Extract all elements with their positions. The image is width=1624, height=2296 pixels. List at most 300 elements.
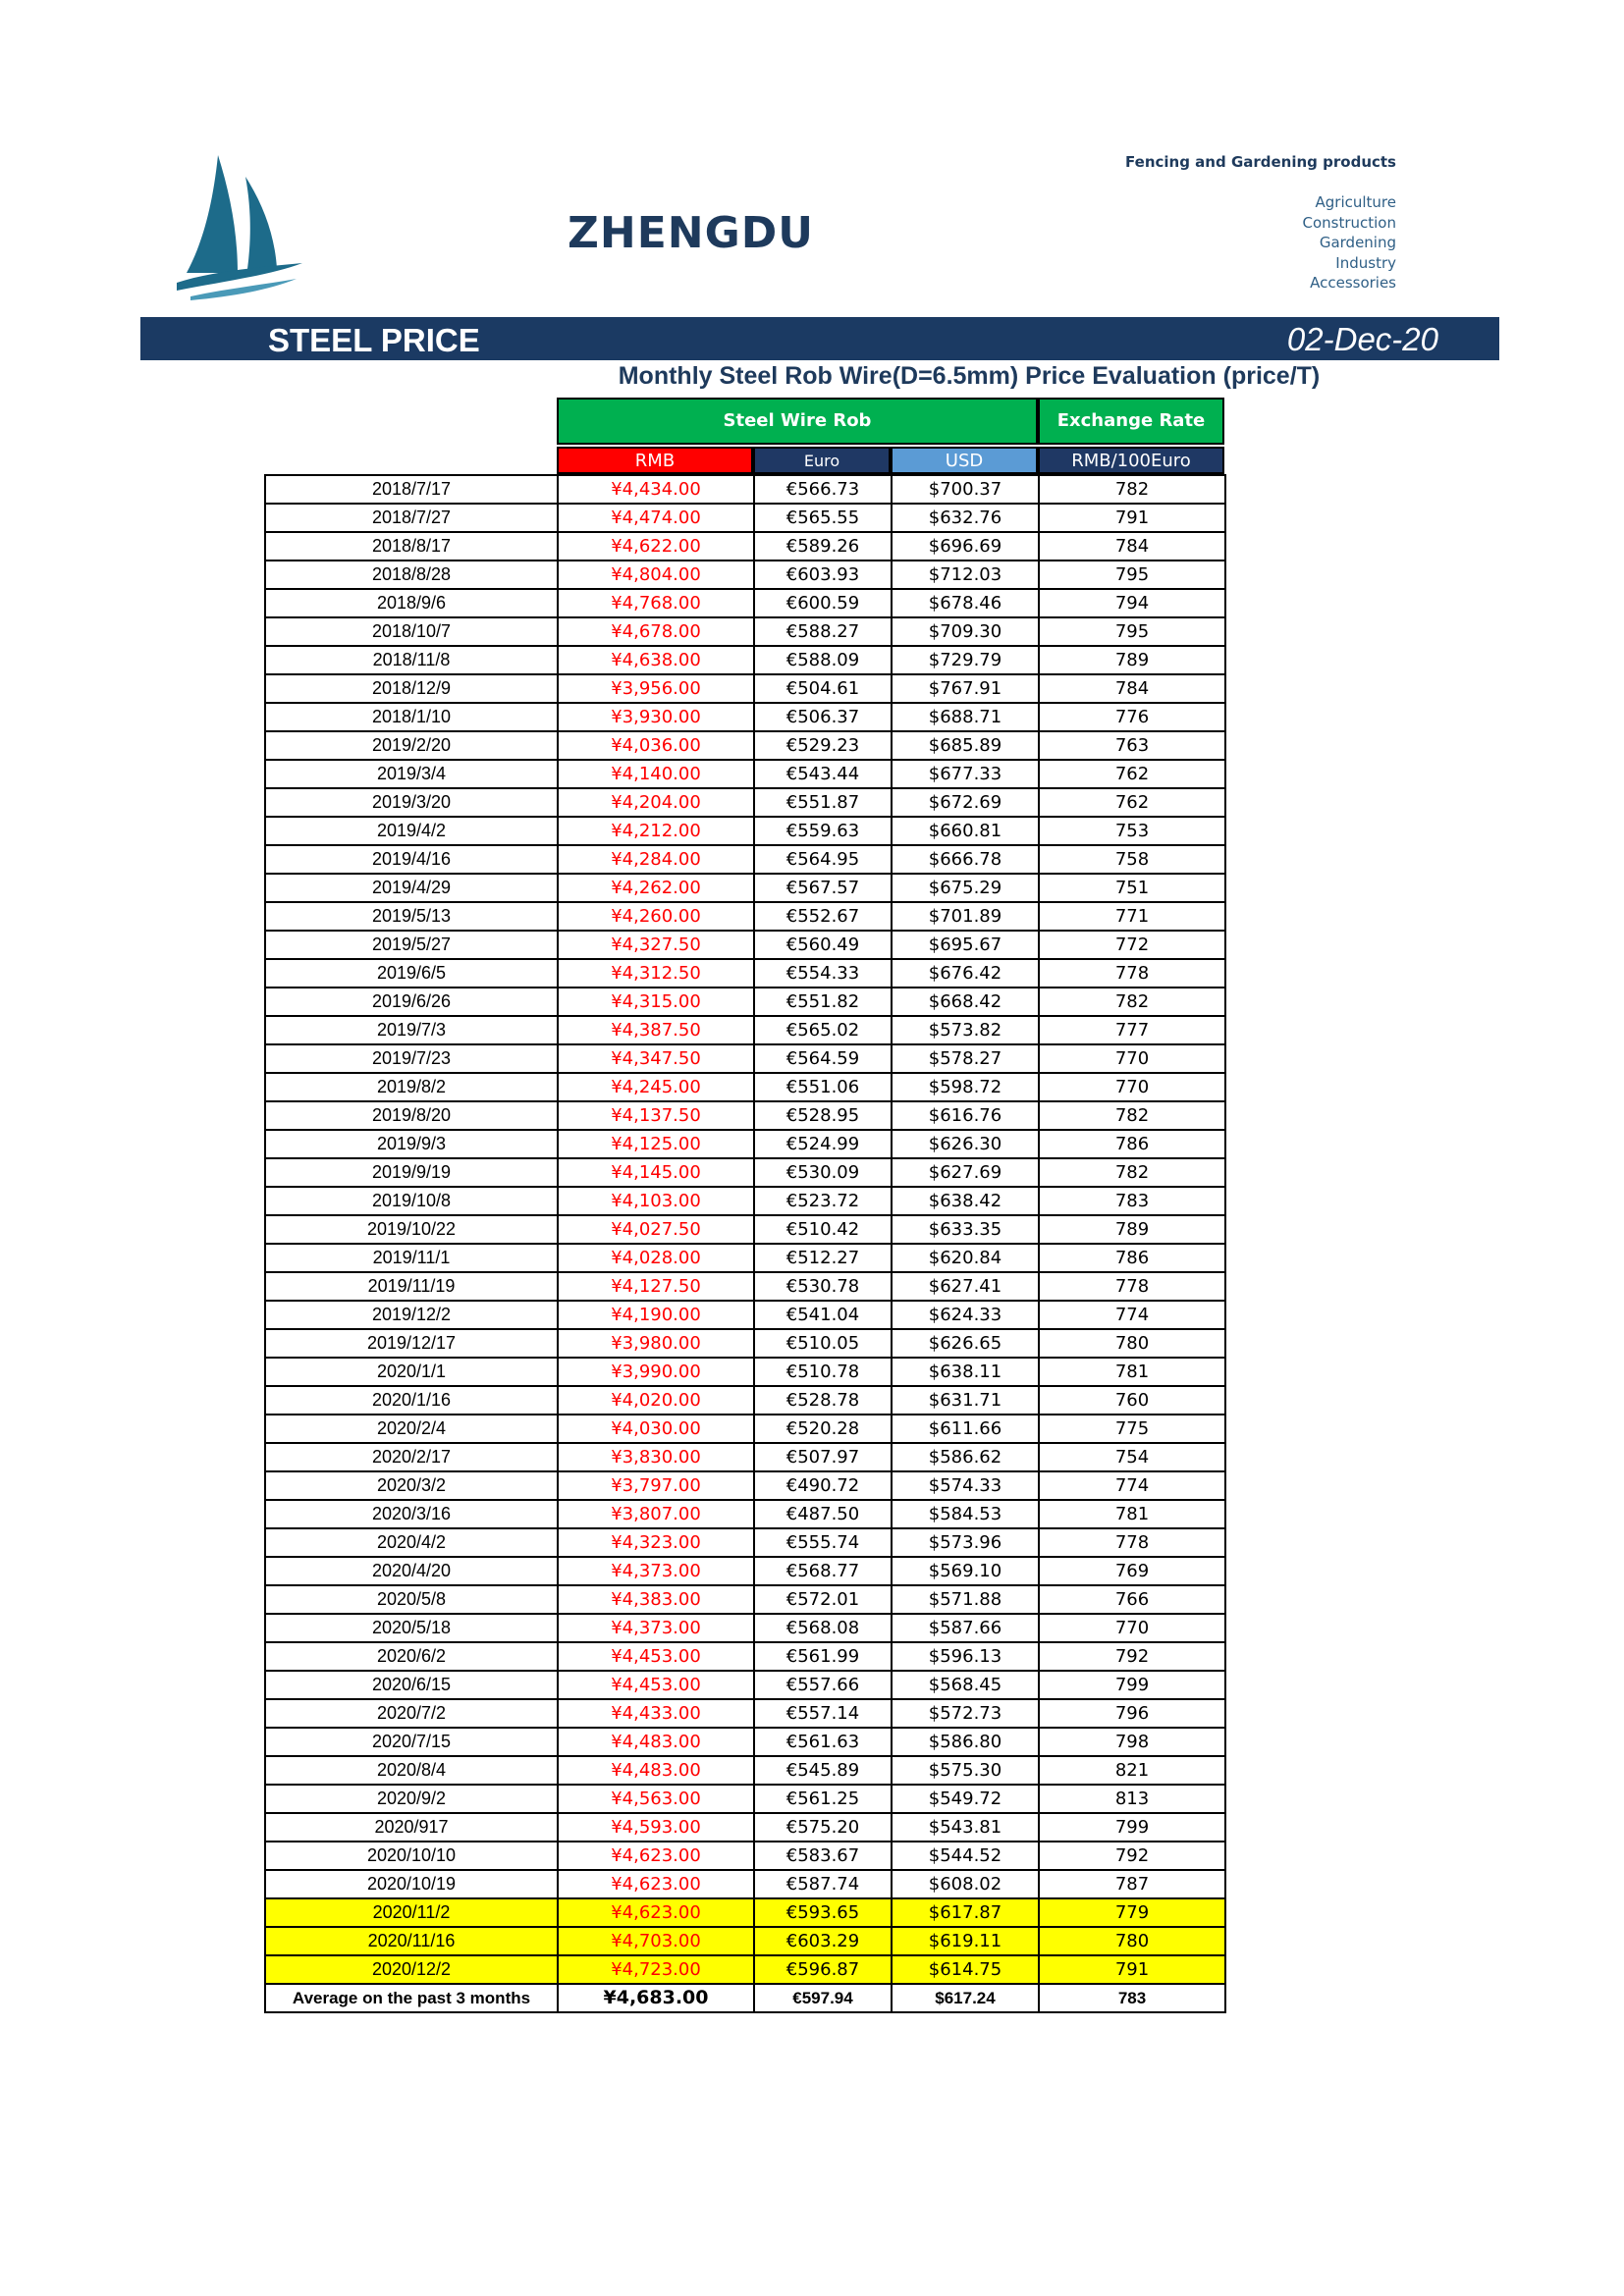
rate-cell: 789 <box>1039 646 1225 674</box>
euro-cell: €568.77 <box>754 1557 892 1585</box>
banner-date: 02-Dec-20 <box>1286 321 1438 357</box>
usd-cell: $696.69 <box>892 532 1039 561</box>
usd-cell: $675.29 <box>892 874 1039 902</box>
euro-cell: €572.01 <box>754 1585 892 1614</box>
usd-cell: $767.91 <box>892 674 1039 703</box>
rmb-cell: ¥4,373.00 <box>558 1557 754 1585</box>
date-cell: 2020/917 <box>265 1813 558 1842</box>
usd-cell: $626.65 <box>892 1329 1039 1358</box>
usd-cell: $572.73 <box>892 1699 1039 1728</box>
rmb-cell: ¥4,127.50 <box>558 1272 754 1301</box>
date-cell: 2019/11/19 <box>265 1272 558 1301</box>
rmb-cell: ¥4,204.00 <box>558 788 754 817</box>
usd-cell: $666.78 <box>892 845 1039 874</box>
rmb-cell: ¥4,768.00 <box>558 589 754 617</box>
rmb-cell: ¥4,563.00 <box>558 1785 754 1813</box>
table-row <box>265 561 1225 589</box>
usd-cell: $573.82 <box>892 1016 1039 1044</box>
rate-cell: 760 <box>1039 1386 1225 1415</box>
table-row <box>265 1614 1225 1642</box>
euro-cell: €528.78 <box>754 1386 892 1415</box>
euro-cell: €510.05 <box>754 1329 892 1358</box>
rate-cell: 776 <box>1039 703 1225 731</box>
rmb-cell: ¥3,956.00 <box>558 674 754 703</box>
usd-cell: $685.89 <box>892 731 1039 760</box>
date-cell: 2019/4/29 <box>265 874 558 902</box>
table-row <box>265 1016 1225 1044</box>
euro-cell: €530.09 <box>754 1158 892 1187</box>
rate-cell: 787 <box>1039 1870 1225 1898</box>
date-cell: 2020/3/16 <box>265 1500 558 1528</box>
date-cell: 2020/1/1 <box>265 1358 558 1386</box>
table-row <box>265 1101 1225 1130</box>
rmb-cell: ¥4,284.00 <box>558 845 754 874</box>
price-table-body <box>265 475 1225 2012</box>
column-header-euro: Euro <box>753 447 891 474</box>
table-row <box>265 1073 1225 1101</box>
date-cell: 2020/2/17 <box>265 1443 558 1471</box>
column-header-rmb: RMB <box>557 447 753 474</box>
rate-cell: 778 <box>1039 1528 1225 1557</box>
table-row <box>265 1244 1225 1272</box>
usd-cell: $712.03 <box>892 561 1039 589</box>
usd-cell: $678.46 <box>892 589 1039 617</box>
date-cell: 2020/5/8 <box>265 1585 558 1614</box>
rmb-cell: ¥4,433.00 <box>558 1699 754 1728</box>
euro-cell: €541.04 <box>754 1301 892 1329</box>
rmb-cell: ¥4,140.00 <box>558 760 754 788</box>
rmb-cell: ¥4,623.00 <box>558 1842 754 1870</box>
rmb-cell: ¥4,638.00 <box>558 646 754 674</box>
category-agriculture: Agriculture <box>1315 193 1396 211</box>
rate-cell: 794 <box>1039 589 1225 617</box>
date-cell: 2020/5/18 <box>265 1614 558 1642</box>
rate-cell: 784 <box>1039 674 1225 703</box>
rmb-cell: ¥4,212.00 <box>558 817 754 845</box>
date-cell: 2018/7/27 <box>265 504 558 532</box>
average-rate-cell: 783 <box>1039 1984 1225 2012</box>
rmb-cell: ¥4,453.00 <box>558 1642 754 1671</box>
rate-cell: 795 <box>1039 617 1225 646</box>
table-row <box>265 1044 1225 1073</box>
rate-cell: 766 <box>1039 1585 1225 1614</box>
average-usd-cell: $617.24 <box>892 1984 1039 2012</box>
rate-cell: 795 <box>1039 561 1225 589</box>
table-row <box>265 589 1225 617</box>
rmb-cell: ¥4,027.50 <box>558 1215 754 1244</box>
rmb-cell: ¥4,137.50 <box>558 1101 754 1130</box>
price-table <box>264 474 1226 2013</box>
rmb-cell: ¥4,245.00 <box>558 1073 754 1101</box>
usd-cell: $688.71 <box>892 703 1039 731</box>
usd-cell: $627.69 <box>892 1158 1039 1187</box>
rmb-cell: ¥3,930.00 <box>558 703 754 731</box>
rate-cell: 754 <box>1039 1443 1225 1471</box>
rmb-cell: ¥4,347.50 <box>558 1044 754 1073</box>
column-header-usd: USD <box>891 447 1038 474</box>
euro-cell: €520.28 <box>754 1415 892 1443</box>
euro-cell: €561.99 <box>754 1642 892 1671</box>
table-row <box>265 1728 1225 1756</box>
date-cell: 2019/12/17 <box>265 1329 558 1358</box>
euro-cell: €561.25 <box>754 1785 892 1813</box>
rmb-cell: ¥4,030.00 <box>558 1415 754 1443</box>
rate-cell: 796 <box>1039 1699 1225 1728</box>
rmb-cell: ¥4,623.00 <box>558 1898 754 1927</box>
table-row <box>265 874 1225 902</box>
usd-cell: $627.41 <box>892 1272 1039 1301</box>
table-row <box>265 1358 1225 1386</box>
euro-cell: €566.73 <box>754 475 892 504</box>
date-cell: 2019/11/1 <box>265 1244 558 1272</box>
table-row <box>265 1699 1225 1728</box>
rmb-cell: ¥4,327.50 <box>558 931 754 959</box>
usd-cell: $573.96 <box>892 1528 1039 1557</box>
usd-cell: $695.67 <box>892 931 1039 959</box>
euro-cell: €587.74 <box>754 1870 892 1898</box>
table-row <box>265 1813 1225 1842</box>
category-gardening: Gardening <box>1319 234 1396 251</box>
rate-cell: 789 <box>1039 1215 1225 1244</box>
rate-cell: 774 <box>1039 1471 1225 1500</box>
category-list <box>1302 192 1396 294</box>
rate-cell: 778 <box>1039 1272 1225 1301</box>
table-row <box>265 988 1225 1016</box>
rate-cell: 770 <box>1039 1044 1225 1073</box>
usd-cell: $672.69 <box>892 788 1039 817</box>
date-cell: 2018/8/17 <box>265 532 558 561</box>
usd-cell: $544.52 <box>892 1842 1039 1870</box>
rate-cell: 792 <box>1039 1642 1225 1671</box>
rmb-cell: ¥4,312.50 <box>558 959 754 988</box>
euro-cell: €551.87 <box>754 788 892 817</box>
euro-cell: €523.72 <box>754 1187 892 1215</box>
rate-cell: 781 <box>1039 1358 1225 1386</box>
rmb-cell: ¥4,483.00 <box>558 1728 754 1756</box>
usd-cell: $611.66 <box>892 1415 1039 1443</box>
rate-cell: 753 <box>1039 817 1225 845</box>
rate-cell: 786 <box>1039 1130 1225 1158</box>
euro-cell: €543.44 <box>754 760 892 788</box>
usd-cell: $549.72 <box>892 1785 1039 1813</box>
date-cell: 2018/9/6 <box>265 589 558 617</box>
usd-cell: $638.11 <box>892 1358 1039 1386</box>
euro-cell: €589.26 <box>754 532 892 561</box>
date-cell: 2018/1/10 <box>265 703 558 731</box>
euro-cell: €506.37 <box>754 703 892 731</box>
category-construction: Construction <box>1302 213 1396 232</box>
usd-cell: $624.33 <box>892 1301 1039 1329</box>
table-row <box>265 1870 1225 1898</box>
table-row <box>265 674 1225 703</box>
rmb-cell: ¥4,020.00 <box>558 1386 754 1415</box>
date-cell: 2019/5/27 <box>265 931 558 959</box>
table-row <box>265 646 1225 674</box>
group-header-exchange-rate: Exchange Rate <box>1038 398 1224 445</box>
date-cell: 2020/2/4 <box>265 1415 558 1443</box>
table-row <box>265 1301 1225 1329</box>
rmb-cell: ¥4,723.00 <box>558 1955 754 1984</box>
rmb-cell: ¥4,103.00 <box>558 1187 754 1215</box>
rmb-cell: ¥4,387.50 <box>558 1016 754 1044</box>
euro-cell: €593.65 <box>754 1898 892 1927</box>
table-row <box>265 1158 1225 1187</box>
subtitle-text: Monthly Steel Rob Wire(D=6.5mm) Price Evaluation (price/T) <box>618 362 1321 390</box>
table-row <box>265 1415 1225 1443</box>
date-cell: 2019/2/20 <box>265 731 558 760</box>
usd-cell: $586.80 <box>892 1728 1039 1756</box>
rmb-cell: ¥4,678.00 <box>558 617 754 646</box>
company-tagline: Fencing and Gardening products <box>1125 153 1396 171</box>
date-cell: 2019/9/3 <box>265 1130 558 1158</box>
euro-cell: €561.63 <box>754 1728 892 1756</box>
euro-cell: €512.27 <box>754 1244 892 1272</box>
usd-cell: $619.11 <box>892 1927 1039 1955</box>
date-cell: 2019/6/5 <box>265 959 558 988</box>
rate-cell: 763 <box>1039 731 1225 760</box>
rmb-cell: ¥4,474.00 <box>558 504 754 532</box>
euro-cell: €554.33 <box>754 959 892 988</box>
sailboat-logo-icon <box>173 153 306 300</box>
rate-cell: 778 <box>1039 959 1225 988</box>
euro-cell: €565.55 <box>754 504 892 532</box>
usd-cell: $729.79 <box>892 646 1039 674</box>
rate-cell: 770 <box>1039 1614 1225 1642</box>
usd-cell: $677.33 <box>892 760 1039 788</box>
rate-cell: 792 <box>1039 1842 1225 1870</box>
date-cell: 2019/8/20 <box>265 1101 558 1130</box>
table-row <box>265 617 1225 646</box>
usd-cell: $626.30 <box>892 1130 1039 1158</box>
date-cell: 2019/4/16 <box>265 845 558 874</box>
euro-cell: €588.27 <box>754 617 892 646</box>
table-row <box>265 1329 1225 1358</box>
rate-cell: 762 <box>1039 788 1225 817</box>
date-cell: 2019/4/2 <box>265 817 558 845</box>
rate-cell: 791 <box>1039 504 1225 532</box>
rate-cell: 781 <box>1039 1500 1225 1528</box>
euro-cell: €528.95 <box>754 1101 892 1130</box>
rate-cell: 782 <box>1039 1101 1225 1130</box>
rmb-cell: ¥4,190.00 <box>558 1301 754 1329</box>
usd-cell: $596.13 <box>892 1642 1039 1671</box>
rmb-cell: ¥4,483.00 <box>558 1756 754 1785</box>
usd-cell: $586.62 <box>892 1443 1039 1471</box>
table-row <box>265 1842 1225 1870</box>
average-rmb-cell: ¥4,683.00 <box>558 1984 754 2012</box>
average-row <box>265 1984 1225 2012</box>
date-cell: 2020/6/2 <box>265 1642 558 1671</box>
usd-cell: $633.35 <box>892 1215 1039 1244</box>
euro-cell: €583.67 <box>754 1842 892 1870</box>
rate-cell: 775 <box>1039 1415 1225 1443</box>
column-header-rate: RMB/100Euro <box>1038 447 1224 474</box>
usd-cell: $571.88 <box>892 1585 1039 1614</box>
date-cell: 2020/11/2 <box>265 1898 558 1927</box>
date-cell: 2018/7/17 <box>265 475 558 504</box>
rate-cell: 784 <box>1039 532 1225 561</box>
euro-cell: €588.09 <box>754 646 892 674</box>
title-banner <box>140 317 1499 360</box>
category-accessories: Accessories <box>1310 274 1396 292</box>
group-header-steel-wire-rob: Steel Wire Rob <box>557 398 1038 445</box>
euro-cell: €557.14 <box>754 1699 892 1728</box>
usd-cell: $575.30 <box>892 1756 1039 1785</box>
date-cell: 2019/10/8 <box>265 1187 558 1215</box>
rate-cell: 751 <box>1039 874 1225 902</box>
rmb-cell: ¥4,453.00 <box>558 1671 754 1699</box>
euro-cell: €529.23 <box>754 731 892 760</box>
date-cell: 2020/11/16 <box>265 1927 558 1955</box>
date-cell: 2020/3/2 <box>265 1471 558 1500</box>
date-cell: 2020/6/15 <box>265 1671 558 1699</box>
table-row <box>265 1471 1225 1500</box>
date-cell: 2020/9/2 <box>265 1785 558 1813</box>
usd-cell: $568.45 <box>892 1671 1039 1699</box>
usd-cell: $709.30 <box>892 617 1039 646</box>
rate-cell: 774 <box>1039 1301 1225 1329</box>
euro-cell: €524.99 <box>754 1130 892 1158</box>
rmb-cell: ¥3,980.00 <box>558 1329 754 1358</box>
euro-cell: €575.20 <box>754 1813 892 1842</box>
rate-cell: 772 <box>1039 931 1225 959</box>
rate-cell: 777 <box>1039 1016 1225 1044</box>
date-cell: 2019/7/23 <box>265 1044 558 1073</box>
date-cell: 2019/3/20 <box>265 788 558 817</box>
rate-cell: 813 <box>1039 1785 1225 1813</box>
rate-cell: 791 <box>1039 1955 1225 1984</box>
table-row <box>265 1443 1225 1471</box>
table-row <box>265 1756 1225 1785</box>
euro-cell: €560.49 <box>754 931 892 959</box>
euro-cell: €552.67 <box>754 902 892 931</box>
usd-cell: $668.42 <box>892 988 1039 1016</box>
rate-cell: 799 <box>1039 1671 1225 1699</box>
usd-cell: $574.33 <box>892 1471 1039 1500</box>
table-row <box>265 1528 1225 1557</box>
rate-cell: 770 <box>1039 1073 1225 1101</box>
page-subtitle <box>0 362 1624 391</box>
table-row <box>265 1671 1225 1699</box>
table-row <box>265 788 1225 817</box>
table-row <box>265 1187 1225 1215</box>
rmb-cell: ¥3,830.00 <box>558 1443 754 1471</box>
rate-cell: 780 <box>1039 1329 1225 1358</box>
table-row <box>265 1215 1225 1244</box>
rate-cell: 783 <box>1039 1187 1225 1215</box>
rmb-cell: ¥4,315.00 <box>558 988 754 1016</box>
date-cell: 2020/1/16 <box>265 1386 558 1415</box>
usd-cell: $631.71 <box>892 1386 1039 1415</box>
usd-cell: $620.84 <box>892 1244 1039 1272</box>
euro-cell: €555.74 <box>754 1528 892 1557</box>
date-cell: 2019/6/26 <box>265 988 558 1016</box>
euro-cell: €490.72 <box>754 1471 892 1500</box>
date-cell: 2020/7/15 <box>265 1728 558 1756</box>
rate-cell: 771 <box>1039 902 1225 931</box>
date-cell: 2018/11/8 <box>265 646 558 674</box>
date-cell: 2020/7/2 <box>265 1699 558 1728</box>
table-row <box>265 1500 1225 1528</box>
date-cell: 2019/8/2 <box>265 1073 558 1101</box>
rate-cell: 782 <box>1039 1158 1225 1187</box>
rate-cell: 786 <box>1039 1244 1225 1272</box>
category-industry: Industry <box>1335 253 1396 272</box>
table-row <box>265 1272 1225 1301</box>
euro-cell: €507.97 <box>754 1443 892 1471</box>
euro-cell: €551.82 <box>754 988 892 1016</box>
usd-cell: $700.37 <box>892 475 1039 504</box>
company-name: ZHENGDU <box>568 208 814 258</box>
table-row <box>265 959 1225 988</box>
usd-cell: $616.76 <box>892 1101 1039 1130</box>
usd-cell: $584.53 <box>892 1500 1039 1528</box>
rate-cell: 799 <box>1039 1813 1225 1842</box>
rate-cell: 798 <box>1039 1728 1225 1756</box>
usd-cell: $701.89 <box>892 902 1039 931</box>
rmb-cell: ¥4,703.00 <box>558 1927 754 1955</box>
euro-cell: €545.89 <box>754 1756 892 1785</box>
rmb-cell: ¥4,262.00 <box>558 874 754 902</box>
rmb-cell: ¥4,804.00 <box>558 561 754 589</box>
usd-cell: $638.42 <box>892 1187 1039 1215</box>
rmb-cell: ¥4,125.00 <box>558 1130 754 1158</box>
date-cell: 2020/10/10 <box>265 1842 558 1870</box>
date-cell: 2020/12/2 <box>265 1955 558 1984</box>
rmb-cell: ¥4,434.00 <box>558 475 754 504</box>
usd-cell: $608.02 <box>892 1870 1039 1898</box>
usd-cell: $578.27 <box>892 1044 1039 1073</box>
table-row <box>265 1642 1225 1671</box>
rate-cell: 821 <box>1039 1756 1225 1785</box>
rmb-cell: ¥4,593.00 <box>558 1813 754 1842</box>
euro-cell: €510.78 <box>754 1358 892 1386</box>
rate-cell: 762 <box>1039 760 1225 788</box>
date-cell: 2019/9/19 <box>265 1158 558 1187</box>
euro-cell: €559.63 <box>754 817 892 845</box>
rate-cell: 782 <box>1039 475 1225 504</box>
rmb-cell: ¥4,145.00 <box>558 1158 754 1187</box>
euro-cell: €504.61 <box>754 674 892 703</box>
table-row <box>265 1785 1225 1813</box>
usd-cell: $660.81 <box>892 817 1039 845</box>
table-row <box>265 1386 1225 1415</box>
euro-cell: €603.93 <box>754 561 892 589</box>
euro-cell: €568.08 <box>754 1614 892 1642</box>
euro-cell: €564.59 <box>754 1044 892 1073</box>
banner-title: STEEL PRICE <box>268 322 480 358</box>
euro-cell: €487.50 <box>754 1500 892 1528</box>
date-cell: 2020/10/19 <box>265 1870 558 1898</box>
usd-cell: $632.76 <box>892 504 1039 532</box>
table-row <box>265 817 1225 845</box>
euro-cell: €565.02 <box>754 1016 892 1044</box>
table-row <box>265 760 1225 788</box>
usd-cell: $614.75 <box>892 1955 1039 1984</box>
rmb-cell: ¥4,036.00 <box>558 731 754 760</box>
date-cell: 2018/8/28 <box>265 561 558 589</box>
usd-cell: $569.10 <box>892 1557 1039 1585</box>
average-euro-cell: €597.94 <box>754 1984 892 2012</box>
usd-cell: $676.42 <box>892 959 1039 988</box>
table-row <box>265 731 1225 760</box>
rmb-cell: ¥4,383.00 <box>558 1585 754 1614</box>
table-row <box>265 1585 1225 1614</box>
table-row <box>265 845 1225 874</box>
date-cell: 2019/10/22 <box>265 1215 558 1244</box>
date-cell: 2018/10/7 <box>265 617 558 646</box>
date-cell: 2019/5/13 <box>265 902 558 931</box>
